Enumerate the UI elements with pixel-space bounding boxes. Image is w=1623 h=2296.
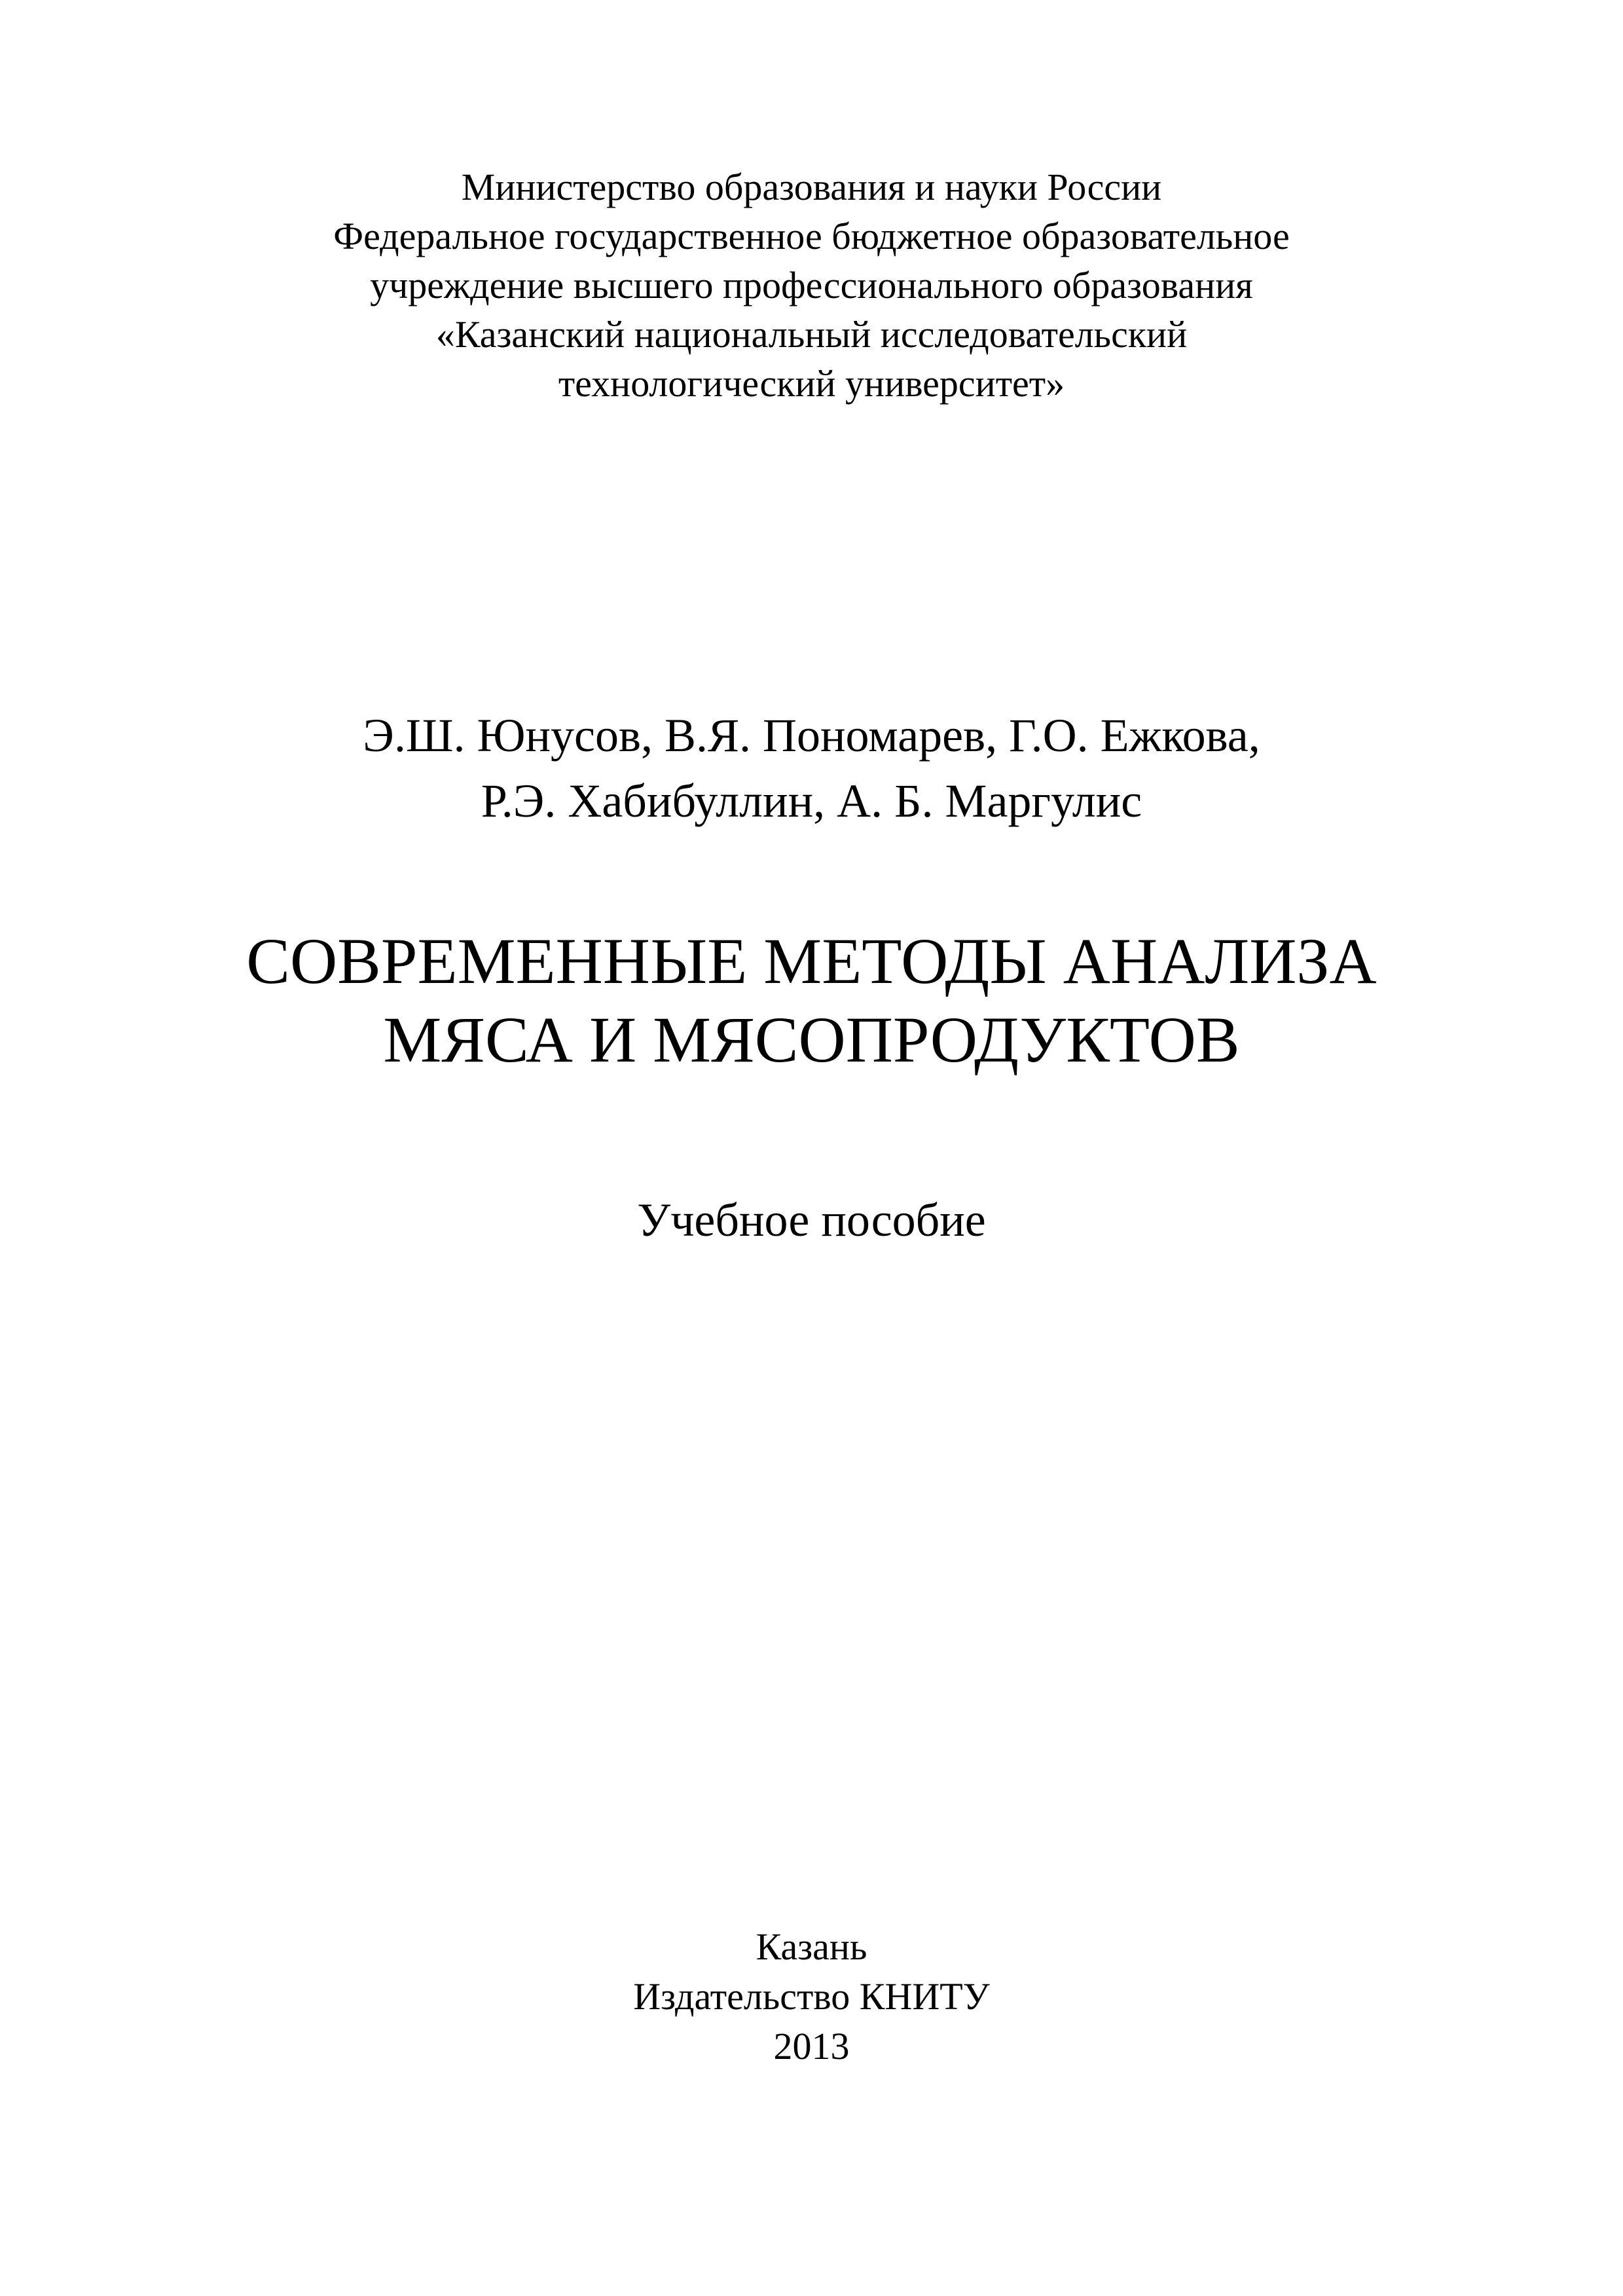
institution-line: учреждение высшего профессионального образования: [370, 264, 1253, 306]
imprint: [0, 1922, 1623, 2071]
book-subtitle-text: Учебное пособие: [637, 1194, 986, 1246]
book-title-line: МЯСА И МЯСОПРОДУКТОВ: [383, 1003, 1240, 1076]
book-subtitle: [0, 1187, 1623, 1253]
book-title: [0, 922, 1623, 1079]
authors-list: [0, 703, 1623, 834]
imprint-city: Казань: [756, 1925, 867, 1968]
authors-line: Э.Ш. Юнусов, В.Я. Пономарев, Г.О. Ежкова,: [363, 709, 1260, 762]
institution-line: Федеральное государственное бюджетное образовательное: [333, 215, 1290, 257]
institution-header: [0, 162, 1623, 408]
institution-line: технологический университет»: [558, 362, 1065, 405]
imprint-publisher: Издательство КНИТУ: [633, 1975, 990, 2018]
book-title-line: СОВРЕМЕННЫЕ МЕТОДЫ АНАЛИЗА: [246, 925, 1377, 997]
imprint-year: 2013: [773, 2025, 850, 2067]
institution-line: «Казанский национальный исследовательский: [435, 313, 1188, 356]
institution-line: Министерство образования и науки России: [461, 166, 1162, 208]
authors-line: Р.Э. Хабибуллин, А. Б. Маргулис: [481, 775, 1142, 827]
